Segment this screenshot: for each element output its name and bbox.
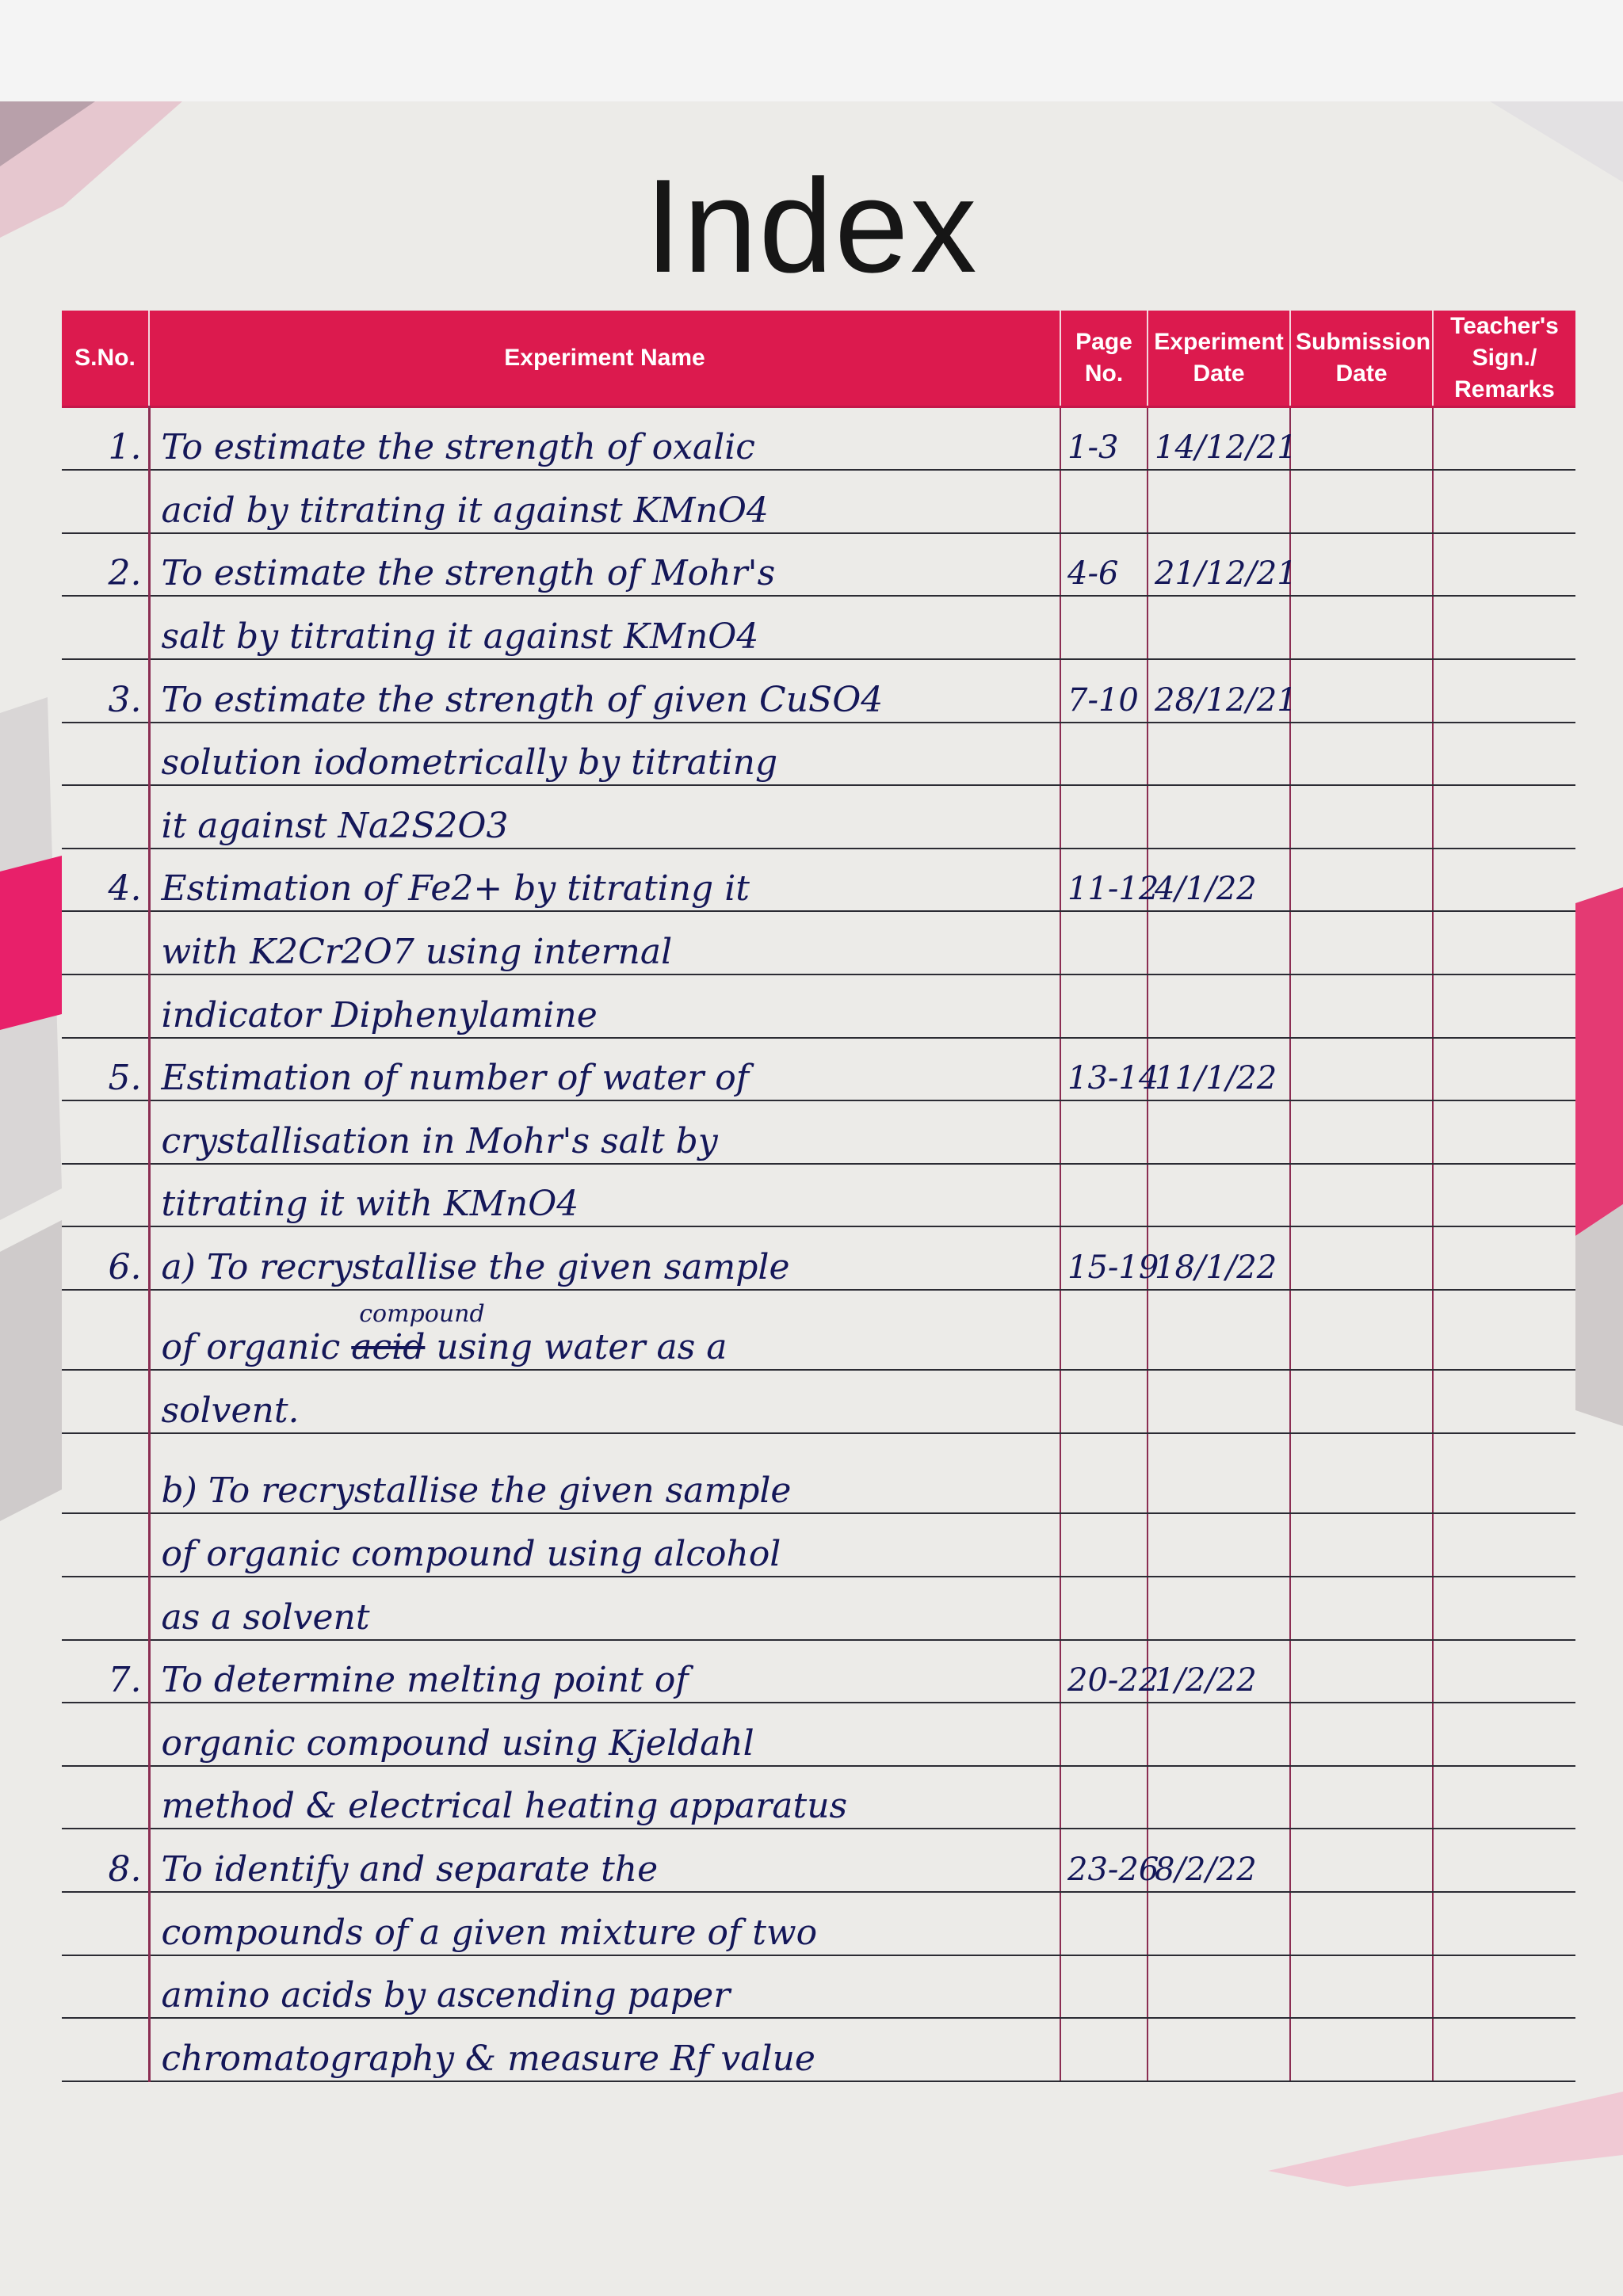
cell-sno: 3. [62,659,149,723]
cell-teacher-sign [1433,1955,1575,2019]
text-after-edit: using water as a [436,1327,727,1368]
cell-experiment-name: indicator Diphenylamine [149,974,1060,1038]
cell-sno [62,596,149,659]
table-row [62,1370,1575,1433]
text-before-edit: of organic [161,1327,341,1368]
cell-experiment-date: 18/1/22 [1148,1226,1290,1290]
cell-page-no [1060,1164,1148,1227]
cell-experiment-name: crystallisation in Mohr's salt by [149,1100,1060,1164]
cell-experiment-name: compounds of a given mixture of two [149,1892,1060,1955]
cell-submission-date [1290,1577,1433,1640]
cell-sno [62,1370,149,1433]
cell-sno [62,1164,149,1227]
cell-sno: 6. [62,1226,149,1290]
cell-sno: 5. [62,1038,149,1101]
index-table [62,311,1575,2082]
cell-page-no [1060,1433,1148,1513]
cell-submission-date [1290,1433,1433,1513]
cell-sno: 7. [62,1640,149,1703]
cell-teacher-sign [1433,1766,1575,1829]
cell-experiment-date [1148,1290,1290,1370]
cell-page-no: 1-3 [1060,407,1148,471]
cell-experiment-date: 21/12/21 [1148,533,1290,597]
cell-page-no [1060,723,1148,786]
cell-experiment-date: 28/12/21 [1148,659,1290,723]
table-row [62,1892,1575,1955]
table-row [62,1766,1575,1829]
table-row [62,1100,1575,1164]
cell-experiment-name [149,1290,1060,1370]
cell-teacher-sign [1433,596,1575,659]
cell-page-no [1060,1766,1148,1829]
table-row [62,1038,1575,1101]
cell-teacher-sign [1433,1640,1575,1703]
header-experiment-name: Experiment Name [149,311,1060,407]
table-row [62,1513,1575,1577]
cell-experiment-name: To estimate the strength of Mohr's [149,533,1060,597]
cell-submission-date [1290,596,1433,659]
cell-submission-date [1290,1513,1433,1577]
cell-teacher-sign [1433,1226,1575,1290]
cell-page-no: 4-6 [1060,533,1148,597]
cell-page-no: 13-14 [1060,1038,1148,1101]
cell-page-no [1060,974,1148,1038]
cell-submission-date [1290,911,1433,974]
table-row [62,1577,1575,1640]
cell-experiment-name: a) To recrystallise the given sample [149,1226,1060,1290]
cell-submission-date [1290,1829,1433,1892]
cell-sno [62,723,149,786]
cell-sno [62,911,149,974]
table-row [62,1164,1575,1227]
cell-experiment-name: b) To recrystallise the given sample [149,1433,1060,1513]
handwritten-correction [351,1300,485,1369]
cell-page-no [1060,785,1148,849]
cell-experiment-date [1148,974,1290,1038]
cell-experiment-date: 14/12/21 [1148,407,1290,471]
cell-teacher-sign [1433,1892,1575,1955]
header-page-no: Page No. [1060,311,1148,407]
cell-experiment-date [1148,785,1290,849]
cell-teacher-sign [1433,407,1575,471]
table-row [62,1226,1575,1290]
cell-experiment-name: method & electrical heating apparatus [149,1766,1060,1829]
cell-experiment-name: To determine melting point of [149,1640,1060,1703]
cell-experiment-name: titrating it with KMnO4 [149,1164,1060,1227]
cell-experiment-date [1148,1433,1290,1513]
cell-page-no: 15-19 [1060,1226,1148,1290]
cell-teacher-sign [1433,911,1575,974]
cell-teacher-sign [1433,1100,1575,1164]
cell-sno [62,470,149,533]
cell-experiment-date: 8/2/22 [1148,1829,1290,1892]
cell-submission-date [1290,1766,1433,1829]
cell-page-no [1060,1577,1148,1640]
cell-experiment-date: 11/1/22 [1148,1038,1290,1101]
cell-teacher-sign [1433,1038,1575,1101]
header-submission-date: Submission Date [1290,311,1433,407]
cell-page-no [1060,911,1148,974]
table-row [62,1290,1575,1370]
cell-experiment-date [1148,596,1290,659]
cell-experiment-name: Estimation of Fe2+ by titrating it [149,849,1060,912]
cell-sno [62,1290,149,1370]
cell-teacher-sign [1433,849,1575,912]
table-row [62,1829,1575,1892]
cell-teacher-sign [1433,1513,1575,1577]
cell-page-no [1060,1892,1148,1955]
cell-teacher-sign [1433,1577,1575,1640]
cell-page-no: 23-26 [1060,1829,1148,1892]
page-title: Index [644,151,979,300]
cell-page-no [1060,1703,1148,1766]
table-row [62,407,1575,471]
cell-teacher-sign [1433,785,1575,849]
cell-experiment-date [1148,1370,1290,1433]
cell-experiment-date: 1/2/22 [1148,1640,1290,1703]
cell-teacher-sign [1433,1829,1575,1892]
cell-experiment-date [1148,1100,1290,1164]
cell-sno [62,785,149,849]
table-row [62,849,1575,912]
cell-page-no [1060,1100,1148,1164]
cell-submission-date [1290,2018,1433,2081]
cell-page-no [1060,1955,1148,2019]
cell-submission-date [1290,533,1433,597]
cell-experiment-name: acid by titrating it against KMnO4 [149,470,1060,533]
cell-experiment-name: amino acids by ascending paper [149,1955,1060,2019]
cell-experiment-date [1148,1892,1290,1955]
cell-page-no: 11-12 [1060,849,1148,912]
table-row [62,911,1575,974]
cell-teacher-sign [1433,470,1575,533]
table-row [62,1955,1575,2019]
cell-sno: 2. [62,533,149,597]
table-row [62,1433,1575,1513]
cell-submission-date [1290,974,1433,1038]
cell-experiment-date [1148,1766,1290,1829]
cell-sno: 8. [62,1829,149,1892]
cell-experiment-name: of organic compound using alcohol [149,1513,1060,1577]
cell-teacher-sign [1433,1164,1575,1227]
cell-page-no: 20-22 [1060,1640,1148,1703]
cell-sno [62,1955,149,2019]
table-row [62,2018,1575,2081]
cell-submission-date [1290,1290,1433,1370]
cell-submission-date [1290,470,1433,533]
cell-sno: 4. [62,849,149,912]
cell-teacher-sign [1433,1370,1575,1433]
cell-sno: 1. [62,407,149,471]
cell-teacher-sign [1433,533,1575,597]
cell-teacher-sign [1433,974,1575,1038]
cell-submission-date [1290,1703,1433,1766]
cell-sno [62,1892,149,1955]
cell-sno [62,1703,149,1766]
table-row [62,659,1575,723]
cell-submission-date [1290,659,1433,723]
cell-teacher-sign [1433,1433,1575,1513]
cell-experiment-name: To estimate the strength of oxalic [149,407,1060,471]
cell-experiment-date [1148,1577,1290,1640]
cell-page-no [1060,1513,1148,1577]
cell-experiment-name: it against Na2S2O3 [149,785,1060,849]
cell-experiment-name: with K2Cr2O7 using internal [149,911,1060,974]
header-experiment-date: Experiment Date [1148,311,1290,407]
cell-experiment-date [1148,911,1290,974]
cell-page-no [1060,2018,1148,2081]
cell-teacher-sign [1433,2018,1575,2081]
cell-teacher-sign [1433,1703,1575,1766]
cell-experiment-name: solution iodometrically by titrating [149,723,1060,786]
cell-submission-date [1290,723,1433,786]
cell-submission-date [1290,1100,1433,1164]
cell-experiment-date [1148,723,1290,786]
cell-submission-date [1290,1892,1433,1955]
cell-sno [62,974,149,1038]
cell-experiment-name: Estimation of number of water of [149,1038,1060,1101]
cell-experiment-name: To estimate the strength of given CuSO4 [149,659,1060,723]
cell-sno [62,1766,149,1829]
cell-experiment-date: 4/1/22 [1148,849,1290,912]
table-row [62,533,1575,597]
cell-sno [62,1100,149,1164]
cell-experiment-date [1148,2018,1290,2081]
cell-page-no [1060,596,1148,659]
header-teacher-sign-remarks: Teacher's Sign./ Remarks [1433,311,1575,407]
cell-experiment-name: chromatography & measure Rf value [149,2018,1060,2081]
table-row [62,470,1575,533]
cell-experiment-name: To identify and separate the [149,1829,1060,1892]
cell-experiment-date [1148,1513,1290,1577]
header-sno: S.No. [62,311,149,407]
cell-submission-date [1290,849,1433,912]
table-row [62,785,1575,849]
cell-experiment-name: solvent. [149,1370,1060,1433]
inserted-word: compound [359,1300,485,1329]
cell-experiment-date [1148,1164,1290,1227]
cell-sno [62,1577,149,1640]
cell-teacher-sign [1433,723,1575,786]
cell-teacher-sign [1433,1290,1575,1370]
cell-teacher-sign [1433,659,1575,723]
cell-submission-date [1290,1038,1433,1101]
table-row [62,1703,1575,1766]
table-row [62,596,1575,659]
cell-page-no [1060,1290,1148,1370]
struck-word: acid [351,1327,426,1368]
cell-sno [62,1513,149,1577]
table-row [62,974,1575,1038]
table-header-row [62,311,1575,407]
cell-submission-date [1290,407,1433,471]
table-row [62,1640,1575,1703]
cell-sno [62,2018,149,2081]
cell-page-no [1060,470,1148,533]
cell-experiment-name: as a solvent [149,1577,1060,1640]
cell-experiment-date [1148,1955,1290,2019]
cell-submission-date [1290,1955,1433,2019]
cell-submission-date [1290,1226,1433,1290]
cell-experiment-date [1148,470,1290,533]
cell-submission-date [1290,1640,1433,1703]
cell-experiment-date [1148,1703,1290,1766]
cell-submission-date [1290,1164,1433,1227]
cell-experiment-name: organic compound using Kjeldahl [149,1703,1060,1766]
cell-page-no [1060,1370,1148,1433]
cell-submission-date [1290,785,1433,849]
cell-submission-date [1290,1370,1433,1433]
cell-page-no: 7-10 [1060,659,1148,723]
cell-sno [62,1433,149,1513]
table-row [62,723,1575,786]
cell-experiment-name: salt by titrating it against KMnO4 [149,596,1060,659]
